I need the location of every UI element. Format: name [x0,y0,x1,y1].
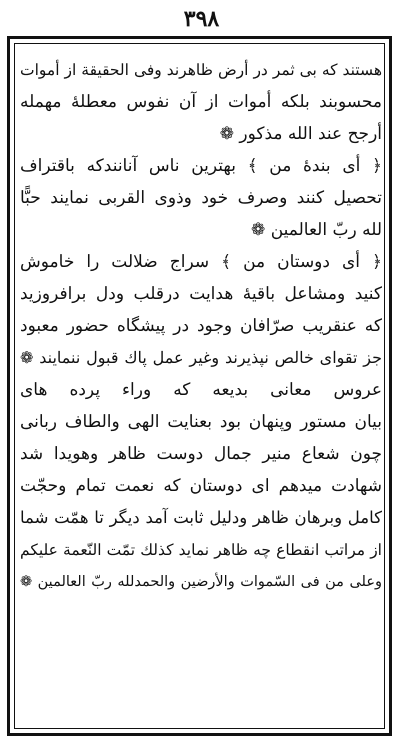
text-line: ﴿ أی بندۀ من ﴾ بهترین ناس آنانندكه باقتراف [20,156,382,176]
text-line: ﴿ أی دوستان من ﴾ سراج ضلالت را خاموش [20,252,382,272]
text-line: عروس معانی بدیعه كه وراء پرده های [20,380,382,400]
text-line: محسوبند بلكه أموات از آن نفوس معطلۀ مهمله [20,92,382,112]
text-line: شهادت میدهم ای دوستان كه نعمت تمام وحجّت [20,476,382,496]
text-line: كه عنقریب صرّافان وجود در پیشگاه حضور معبود [20,316,382,336]
text-line: از مراتب انقطاع چه ظاهر نماید كذلك تمّت النّعمة علیكم [20,541,382,559]
text-line: تحصیل كنند وصرف خود وذوی القربی نمایند حبًّا [20,188,382,208]
text-line: لله ربّ العالمین ❁ [251,220,382,240]
body-text [20,54,382,598]
text-line: أرجح عند الله مذكور ❁ [219,124,382,144]
text-line: كنید ومشاعل باقیۀ هدایت درقلب ودل برافروزید [20,284,382,304]
text-line: بیان مستور وپنهان بود بعنایت الهی والطاف ربانی [20,412,382,432]
text-line: كامل وبرهان ظاهر ودلیل ثابت آمد دیگر تا همّت شما [20,508,382,527]
page-number: ٣٩٨ [183,6,220,32]
text-line: جز تقوای خالص نپذیرند وغیر عمل پاك قبول ننمایند ❁ [20,348,382,367]
text-line: هستند كه بی ثمر در أرض ظاهرند وفی الحقیقة از أموات [20,61,382,79]
text-line: چون شعاع منیر جمال دوست ظاهر وهویدا شد [20,444,382,464]
text-line: وعلی من فی السّموات والأرضین والحمدلله ربّ العالمین ❁ [20,574,382,590]
